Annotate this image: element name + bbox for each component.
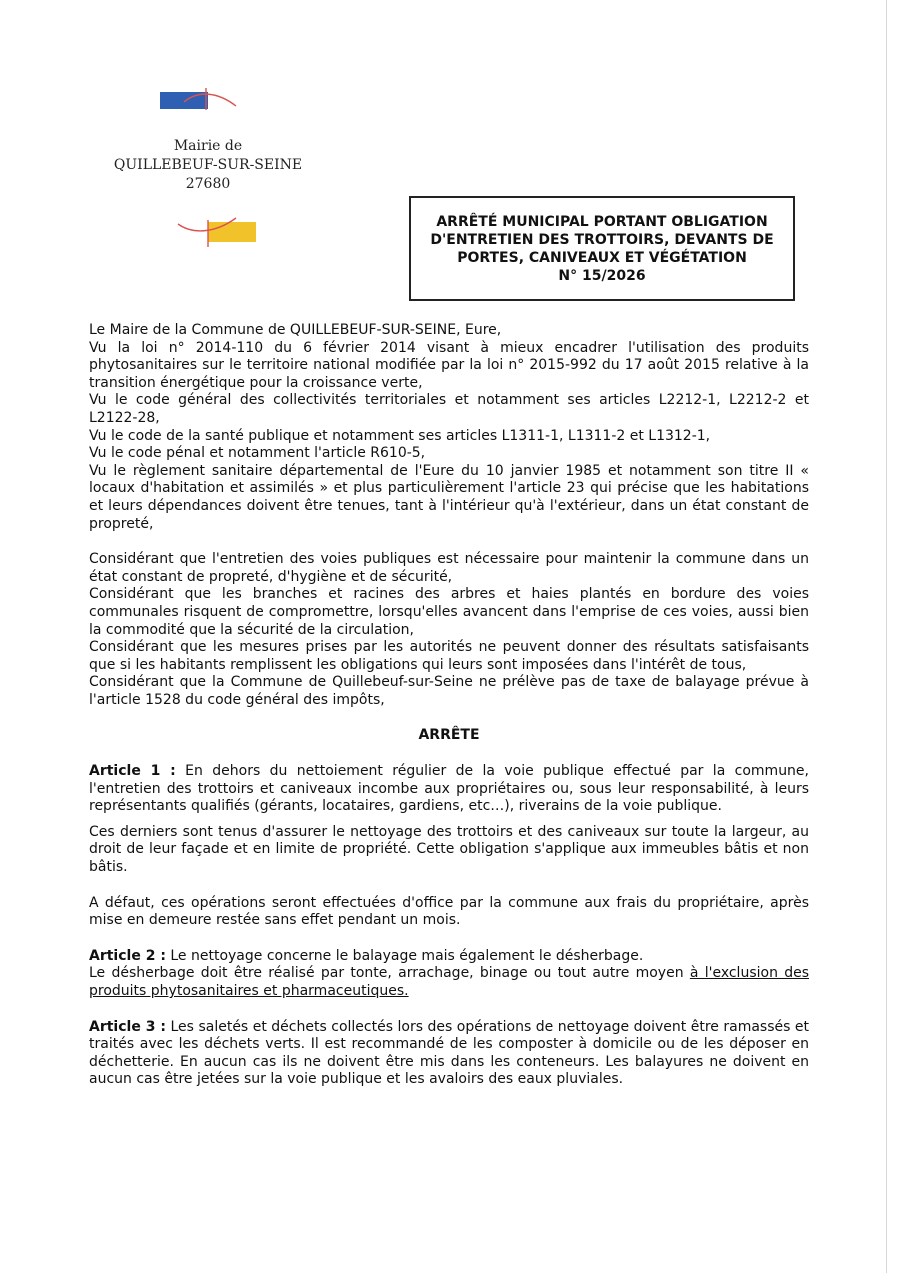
- considerant-1: Considérant que l'entretien des voies publiques est nécessaire pour maintenir la commune dans un état constant de propreté, d'hygiène et de sécurité,: [89, 551, 809, 585]
- visa-1: Le Maire de la Commune de QUILLEBEUF-SUR-SEINE, Eure,: [89, 322, 502, 338]
- visa-4: Vu le code de la santé publique et notamment ses articles L1311-1, L1311-2 et L1312-1,: [89, 427, 711, 444]
- logo-blue-flag: [158, 88, 238, 112]
- article-1-para-3: A défaut, ces opérations seront effectuées d'office par la commune aux frais du propriétaire, après mise en demeure restée sans effet pendant un mois.: [89, 894, 809, 929]
- title-line-4: N° 15/2026: [558, 267, 646, 284]
- mairie-line-3: 27680: [185, 176, 231, 192]
- visa-2: Vu la loi n° 2014-110 du 6 février 2014 visant à mieux encadrer l'utilisation des produits phytosanitaires sur le territoire national modifiée par la loi n° 2015-992 du 17 août 2015 relative à la transition énergétique pour la croissance verte,: [89, 339, 809, 391]
- article-1-label: Article 1 :: [89, 763, 176, 780]
- article-2-text-start: Le désherbage doit être réalisé par tonte, arrachage, binage ou tout autre moyen: [89, 965, 684, 982]
- considerant-3: Considérant que les mesures prises par les autorités ne peuvent donner des résultats satisfaisants que si les habitants remplissent les obligations qui leurs sont imposées dans l'intérêt de tous,: [89, 639, 809, 673]
- article-2-para-2: [89, 965, 809, 1000]
- visa-3: Vu le code général des collectivités territoriales et notamment ses articles L2212-1, L2212-2 et L2122-28,: [89, 392, 809, 426]
- article-3-para-1: [89, 1019, 809, 1089]
- article-2-underlined-text: à l'exclusion des produits phytosanitaires et pharmaceutiques.: [89, 965, 810, 999]
- mairie-header: [110, 137, 306, 194]
- considerant-2: Considérant que les branches et racines des arbres et haies plantés en bordure des voies communales risquent de compromettre, lorsqu'elles avancent dans l'emprise de ces voies, aussi bien la commodité que la sécurité de la circulation,: [89, 586, 809, 638]
- article-2-para-1: [89, 948, 809, 966]
- document-body: [89, 322, 809, 1089]
- article-1-para-2: Ces derniers sont tenus d'assurer le nettoyage des trottoirs et des caniveaux sur toute la largeur, au droit de leur façade et en limite de propriété. Cette obligation s'applique aux immeubles bâtis et non bâtis.: [89, 823, 809, 876]
- mairie-line-1: Mairie de: [173, 138, 243, 154]
- arrete-title-box: [409, 196, 795, 301]
- title-line-3: PORTES, CANIVEAUX ET VÉGÉTATION: [457, 249, 747, 266]
- article-3-label: Article 3 :: [89, 1018, 166, 1035]
- visa-6: Vu le règlement sanitaire départemental de l'Eure du 10 janvier 1985 et notamment son titre II « locaux d'habitation et assimilés » et plus particulièrement l'article 23 qui précise que les habitations et leurs dépendances doivent être tenues, tant à l'intérieur qu'à l'extérieur, dans un état constant de propreté,: [89, 462, 809, 532]
- visa-5: Vu le code pénal et notamment l'article R610-5,: [89, 445, 426, 462]
- mairie-line-2: QUILLEBEUF-SUR-SEINE: [113, 157, 303, 173]
- article-3-text: Les saletés et déchets collectés lors des opérations de nettoyage doivent être ramassés et traités avec les déchets verts. Il est recommandé de les composter à domicile ou de les déposer en déchetterie. En aucun cas ils ne doivent être mis dans les conteneurs. Les balayures ne doivent en aucun cas être jetées sur la voie publique et les avaloirs des eaux pluviales.: [89, 1018, 810, 1088]
- article-1-para-1: [89, 763, 809, 816]
- considerant-4: Considérant que la Commune de Quillebeuf-sur-Seine ne prélève pas de taxe de balayage prévue à l'article 1528 du code général des impôts,: [89, 674, 809, 708]
- title-line-1: ARRÊTÉ MUNICIPAL PORTANT OBLIGATION: [436, 213, 768, 230]
- page-edge-line: [886, 0, 887, 1273]
- article-2-label: Article 2 :: [89, 947, 166, 964]
- article-1-text: En dehors du nettoiement régulier de la voie publique effectué par la commune, l'entretien des trottoirs et caniveaux incombe aux propriétaires ou, sous leur responsabilité, à leurs représentants qualifiés (gérants, locataires, gardiens, etc…), riverains de la voie publique.: [89, 763, 809, 815]
- title-line-2: D'ENTRETIEN DES TROTTOIRS, DEVANTS DE: [430, 231, 774, 248]
- article-2-text: Le nettoyage concerne le balayage mais également le désherbage.: [170, 947, 644, 964]
- logo-yellow-flag: [176, 216, 258, 248]
- arrete-heading: ARRÊTE: [418, 727, 480, 744]
